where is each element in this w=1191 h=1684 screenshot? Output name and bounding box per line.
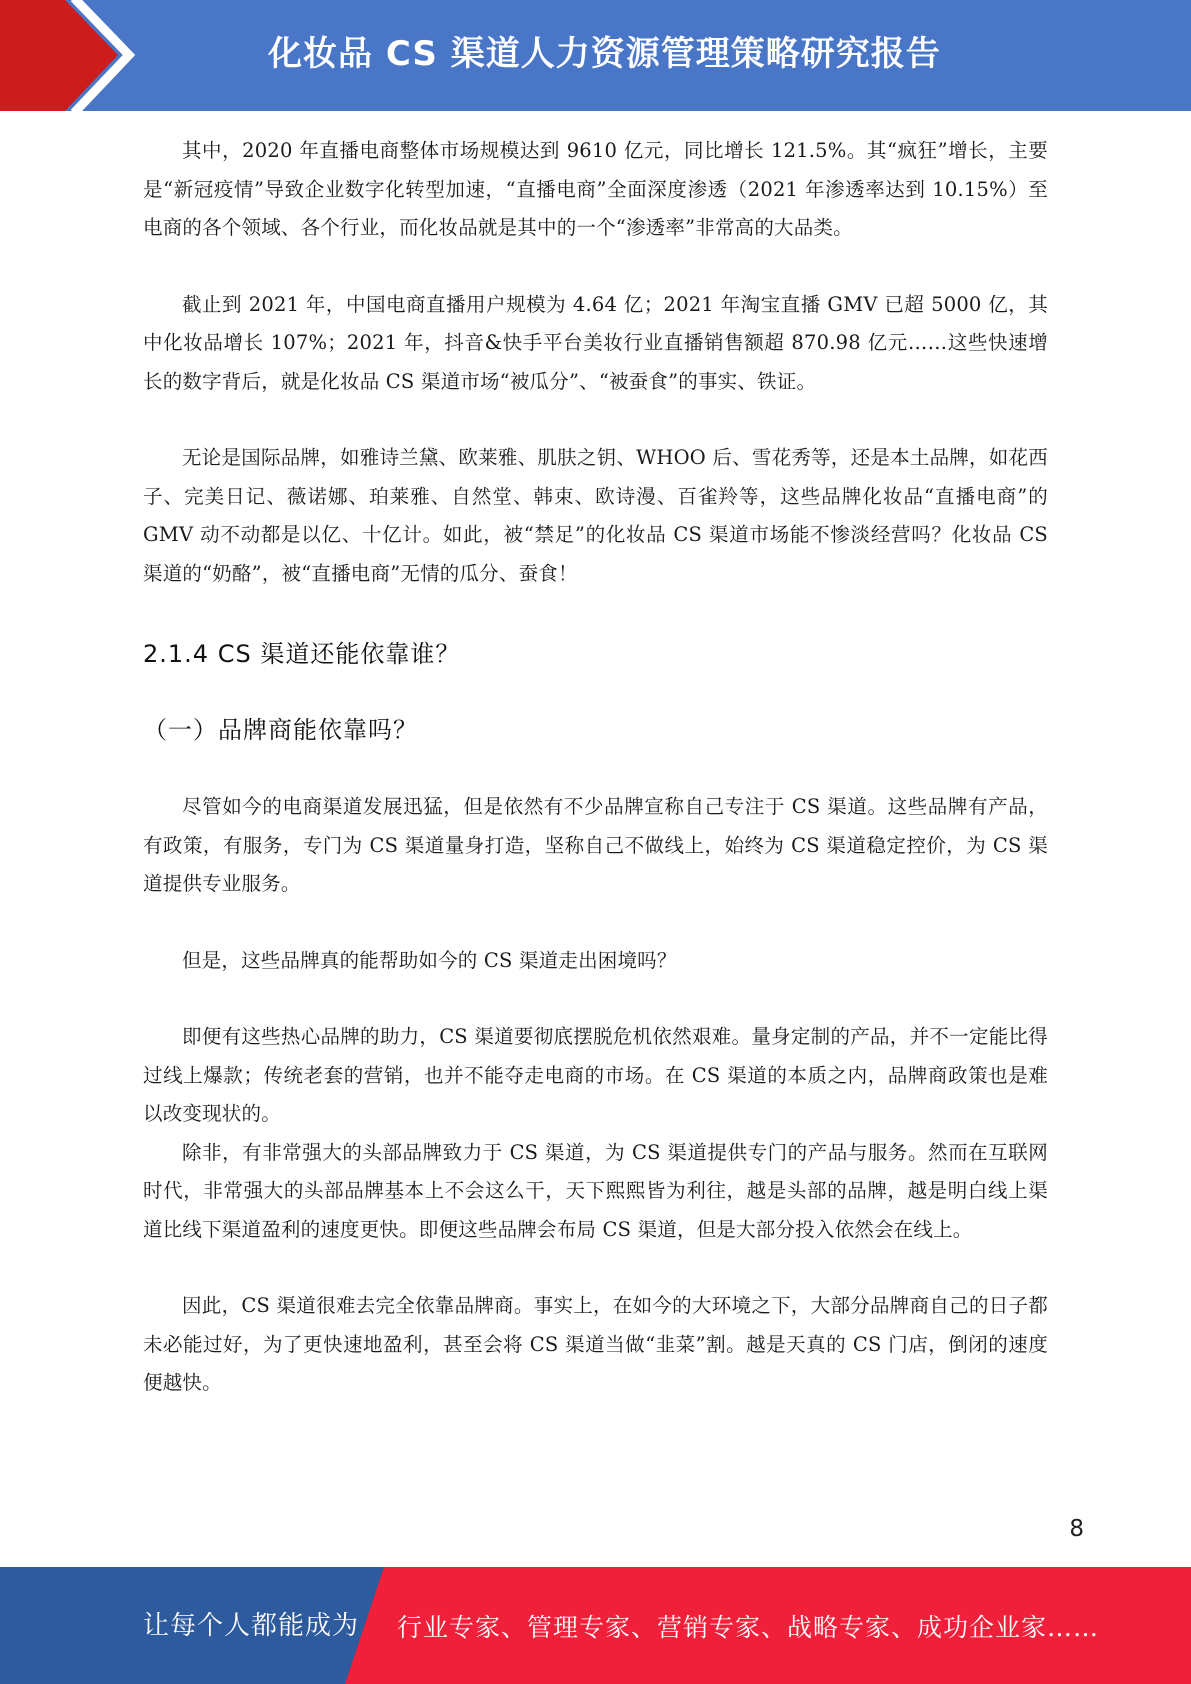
paragraph-brands-gmv: 无论是国际品牌，如雅诗兰黛、欧莱雅、肌肤之钥、WHOO 后、雪花秀等，还是本土品牌，如花西子、完美日记、薇诺娜、珀莱雅、自然堂、韩束、欧诗漫、百雀羚等，这些品牌化妆品“直播电商”的 GMV 动不动都是以亿、十亿计。如此，被“禁足”的化妆品 CS 渠道市场能不惨淡经营吗？化妆品 CS 渠道的“奶酪”，被“直播电商”无情的瓜分、蚕食！ (143, 446, 1048, 585)
page-footer (0, 1567, 1191, 1684)
footer-slogan-right: 行业专家、管理专家、营销专家、战略专家、成功企业家…… (397, 1613, 1100, 1642)
paragraph-live-ecommerce-market: 其中，2020 年直播电商整体市场规模达到 9610 亿元，同比增长 121.5%。其“疯狂”增长，主要是“新冠疫情”导致企业数字化转型加速，“直播电商”全面深度渗透（2021 年渗透率达到 10.15%）至电商的各个领域、各个行业，而化妆品就是其中的一个“渗透率”非常高的大品类。 (143, 139, 1048, 239)
paragraph-head-brands: 除非，有非常强大的头部品牌致力于 CS 渠道，为 CS 渠道提供专门的产品与服务。然而在互联网时代，非常强大的头部品牌基本上不会这么干，天下熙熙皆为利往，越是头部的品牌，越是明白线上渠道比线下渠道盈利的速度更快。即便这些品牌会布局 CS 渠道，但是大部分投入依然会在线上。 (143, 1140, 1048, 1241)
sub-heading: （一）品牌商能依靠吗？ (143, 716, 418, 744)
section-heading: 2.1.4 CS 渠道还能依靠谁？ (143, 640, 461, 668)
paragraph-brands-focus-cs: 尽管如今的电商渠道发展迅猛，但是依然有不少品牌宣称自己专注于 CS 渠道。这些品牌有产品，有政策，有服务，专门为 CS 渠道量身打造，坚称自己不做线上，始终为 CS 渠道稳定控价，为 CS 渠道提供专业服务。 (143, 795, 1048, 895)
page-number: 8 (1069, 1516, 1084, 1542)
paragraph-difficulty: 即便有这些热心品牌的助力，CS 渠道要彻底摆脱危机依然艰难。量身定制的产品，并不一定能比得过线上爆款；传统老套的营销，也并不能夺走电商的市场。在 CS 渠道的本质之内，品牌商政策也是难以改变现状的。 (143, 1025, 1048, 1125)
document-body (143, 132, 1048, 1403)
footer-slogan-left: 让每个人都能成为 (143, 1611, 360, 1641)
paragraph-conclusion: 因此，CS 渠道很难去完全依靠品牌商。事实上，在如今的大环境之下，大部分品牌商自己的日子都未必能过好，为了更快速地盈利，甚至会将 CS 渠道当做“韭菜”割。越是天真的 CS 门店，倒闭的速度便越快。 (143, 1294, 1048, 1394)
paragraph-live-users-scale: 截止到 2021 年，中国电商直播用户规模为 4.64 亿；2021 年淘宝直播 GMV 已超 5000 亿，其中化妆品增长 107%；2021 年，抖音&快手平台美妆行业直播销售额超 870.98 亿元……这些快速增长的数字背后，就是化妆品 CS 渠道市场“被瓜分”、“被蚕食”的事实、铁证。 (143, 292, 1048, 393)
paragraph-question: 但是，这些品牌真的能帮助如今的 CS 渠道走出困境吗？ (182, 948, 677, 972)
page-header (0, 0, 1191, 111)
header-red-arrow (0, 0, 118, 111)
header-title: 化妆品 CS 渠道人力资源管理策略研究报告 (268, 34, 941, 74)
